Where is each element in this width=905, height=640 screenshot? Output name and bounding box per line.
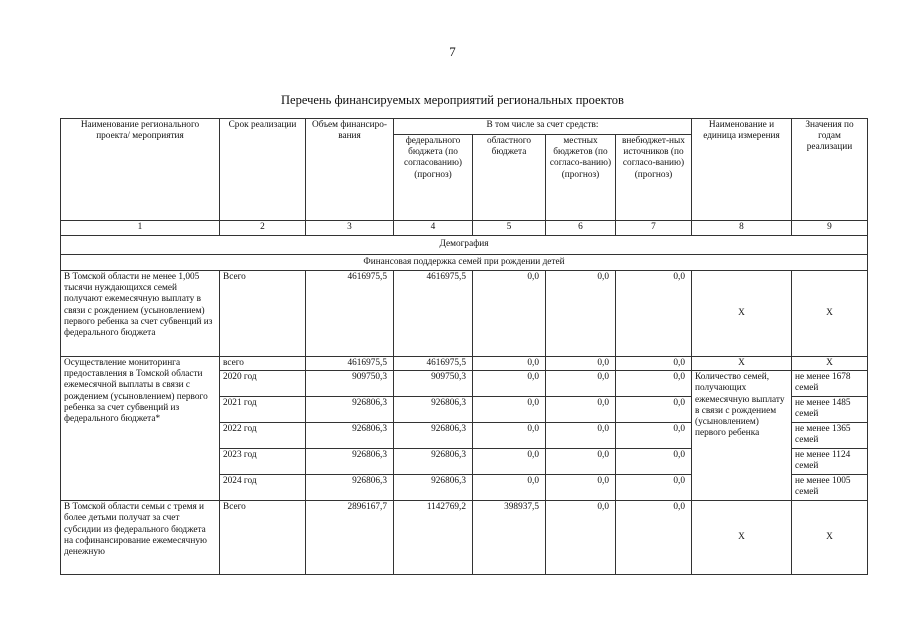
term-cell: Всего: [220, 501, 306, 575]
value-cell: не менее 1485 семей: [792, 397, 868, 423]
column-numbers-row: [61, 221, 868, 236]
volume-cell: 926806,3: [306, 397, 394, 423]
section-title: Демография: [61, 236, 868, 255]
federal-cell: 926806,3: [394, 449, 473, 475]
term-cell: 2022 год: [220, 423, 306, 449]
value-cell: Х: [792, 271, 868, 357]
local-cell: 0,0: [546, 501, 616, 575]
federal-cell: 4616975,5: [394, 271, 473, 357]
value-cell: не менее 1124 семей: [792, 449, 868, 475]
extra-cell: 0,0: [616, 357, 692, 371]
col-num: 6: [546, 221, 616, 236]
federal-cell: 926806,3: [394, 397, 473, 423]
projects-table: [60, 118, 868, 575]
volume-cell: 2896167,7: [306, 501, 394, 575]
col-num: 4: [394, 221, 473, 236]
subsection-title: Финансовая поддержка семей при рождении детей: [61, 255, 868, 271]
regional-cell: 0,0: [473, 449, 546, 475]
page-number: 7: [449, 44, 456, 59]
extra-cell: 0,0: [616, 371, 692, 397]
indicator-cell: Х: [692, 271, 792, 357]
local-cell: 0,0: [546, 449, 616, 475]
federal-cell: 1142769,2: [394, 501, 473, 575]
header-extra: внебюджет-ных источников (по согласо-ванию) (прогноз): [616, 135, 692, 221]
volume-cell: 926806,3: [306, 475, 394, 501]
indicator-cell: Х: [692, 501, 792, 575]
term-cell: 2023 год: [220, 449, 306, 475]
value-cell: не менее 1365 семей: [792, 423, 868, 449]
indicator-cell: Х: [692, 357, 792, 371]
header-local: местных бюджетов (по согласо-ванию) (прогноз): [546, 135, 616, 221]
volume-cell: 926806,3: [306, 423, 394, 449]
extra-cell: 0,0: [616, 271, 692, 357]
local-cell: 0,0: [546, 423, 616, 449]
local-cell: 0,0: [546, 371, 616, 397]
col-num: 3: [306, 221, 394, 236]
regional-cell: 398937,5: [473, 501, 546, 575]
regional-cell: 0,0: [473, 423, 546, 449]
table-row: [61, 357, 868, 371]
term-cell: 2020 год: [220, 371, 306, 397]
header-regional: областного бюджета: [473, 135, 546, 221]
volume-cell: 926806,3: [306, 449, 394, 475]
regional-cell: 0,0: [473, 271, 546, 357]
extra-cell: 0,0: [616, 475, 692, 501]
measure-name: Осуществление мониторинга предоставления в Томской области ежемесячной выплаты в связи с рождением (усыновлением) первого ребенка за счет субвенций из федерального бюджета*: [61, 357, 220, 501]
extra-cell: 0,0: [616, 423, 692, 449]
federal-cell: 4616975,5: [394, 357, 473, 371]
col-num: 9: [792, 221, 868, 236]
term-cell: Всего: [220, 271, 306, 357]
col-num: 2: [220, 221, 306, 236]
extra-cell: 0,0: [616, 449, 692, 475]
value-cell: не менее 1005 семей: [792, 475, 868, 501]
federal-cell: 926806,3: [394, 475, 473, 501]
federal-cell: 926806,3: [394, 423, 473, 449]
term-cell: всего: [220, 357, 306, 371]
col-num: 8: [692, 221, 792, 236]
project-name: В Томской области не менее 1,005 тысячи нуждающихся семей получают ежемесячную выплату в связи с рождением (усыновлением) первого ребенка за счет субвенций из федерального бюджета: [61, 271, 220, 357]
col-num: 1: [61, 221, 220, 236]
volume-cell: 4616975,5: [306, 271, 394, 357]
local-cell: 0,0: [546, 397, 616, 423]
local-cell: 0,0: [546, 271, 616, 357]
header-indicator: Наименование и единица измерения: [692, 119, 792, 221]
regional-cell: 0,0: [473, 371, 546, 397]
volume-cell: 4616975,5: [306, 357, 394, 371]
header-name: Наименование регионального проекта/ мероприятия: [61, 119, 220, 221]
local-cell: 0,0: [546, 475, 616, 501]
volume-cell: 909750,3: [306, 371, 394, 397]
header-group: В том числе за счет средств:: [394, 119, 692, 135]
regional-cell: 0,0: [473, 397, 546, 423]
header-values: Значения по годам реализации: [792, 119, 868, 221]
table-row: [61, 271, 868, 357]
term-cell: 2024 год: [220, 475, 306, 501]
col-num: 7: [616, 221, 692, 236]
document-title: Перечень финансируемых мероприятий региональных проектов: [281, 93, 624, 107]
header-federal: федерального бюджета (по согласованию) (прогноз): [394, 135, 473, 221]
col-num: 5: [473, 221, 546, 236]
extra-cell: 0,0: [616, 501, 692, 575]
federal-cell: 909750,3: [394, 371, 473, 397]
regional-cell: 0,0: [473, 357, 546, 371]
header-volume: Объем финансиро-вания: [306, 119, 394, 221]
header-term: Срок реализации: [220, 119, 306, 221]
value-cell: Х: [792, 357, 868, 371]
local-cell: 0,0: [546, 357, 616, 371]
term-cell: 2021 год: [220, 397, 306, 423]
regional-cell: 0,0: [473, 475, 546, 501]
value-cell: Х: [792, 501, 868, 575]
indicator-text: Количество семей, получающих ежемесячную выплату в связи с рождением (усыновлением) первого ребенка: [692, 371, 792, 501]
project-name: В Томской области семьи с тремя и более детьми получат за счет субсидии из федерального бюджета на софинансирование ежемесячную денежную: [61, 501, 220, 575]
value-cell: не менее 1678 семей: [792, 371, 868, 397]
table-row: [61, 501, 868, 575]
extra-cell: 0,0: [616, 397, 692, 423]
